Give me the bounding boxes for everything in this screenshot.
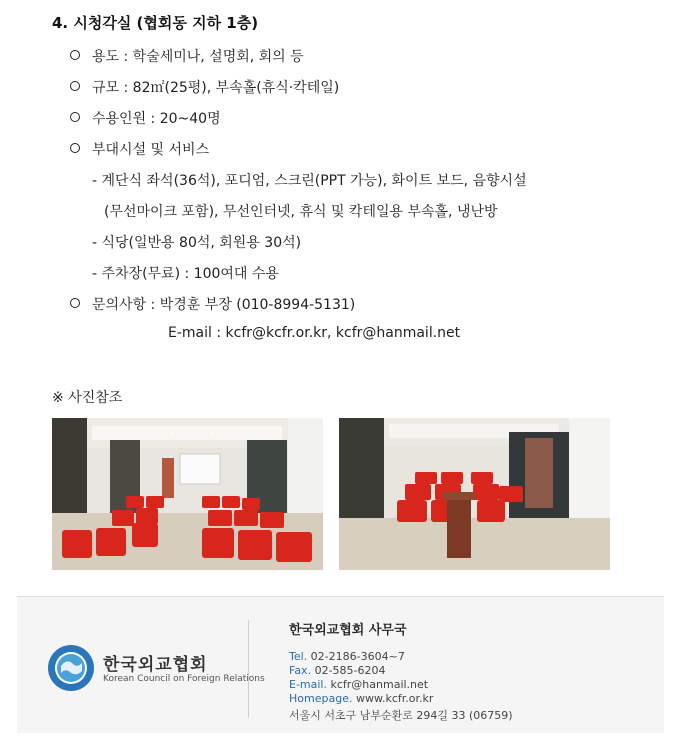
sub-item-seating: - 계단식 좌석(36석), 포디엄, 스크린(PPT 가능), 화이트 보드, 음향시설 [92,173,527,189]
logo-korean-name: 한국외교협회 [103,655,208,675]
fax-label: Fax. [289,664,312,677]
email-link[interactable]: kcfr@hanmail.net [330,678,429,691]
section-title: 4. 시청각실 (협회동 지하 1층) [52,14,259,32]
list-item-capacity [70,108,221,128]
list-item-usage [70,46,304,66]
auditorium-photo-front [52,418,323,570]
circle-bullet-icon [70,50,80,60]
footer-address: 서울시 서초구 남부순환로 294길 33 (06759) [289,709,513,722]
homepage-link[interactable]: www.kcfr.or.kr [355,692,434,705]
facilities-text: 부대시설 및 서비스 [92,142,210,158]
footer-homepage [289,692,433,705]
tel-label: Tel. [289,650,308,663]
list-item-facilities [70,139,209,159]
footer-divider [248,620,249,718]
footer-email [289,678,428,691]
contact-text: 문의사항 : 박경훈 부장 (010-8994-5131) [92,297,356,313]
tel-value: 02-2186-3604~7 [310,650,405,663]
sub-item-restaurant: - 식당(일반용 80석, 회원용 30석) [92,235,302,251]
circle-bullet-icon [70,112,80,122]
kcfr-logo-icon [47,644,95,692]
logo-english-name: Korean Council on Foreign Relations [103,674,265,684]
email-label: E-mail. [289,678,327,691]
usage-text: 용도 : 학술세미나, 설명회, 회의 등 [92,49,304,65]
circle-bullet-icon [70,298,80,308]
list-item-contact [70,294,355,314]
sub-item-seating-cont: (무선마이크 포함), 무선인터넷, 휴식 및 칵테일용 부속홀, 냉난방 [104,204,498,220]
capacity-text: 수용인원 : 20~40명 [92,111,221,127]
contact-email: E-mail : kcfr@kcfr.or.kr, kcfr@hanmail.net [168,325,461,341]
footer-fax [289,664,386,677]
auditorium-photo-back [339,418,610,570]
footer-tel [289,650,405,663]
list-item-size [70,77,339,97]
sub-item-parking: - 주차장(무료) : 100여대 수용 [92,266,279,282]
footer-office-title: 한국외교협회 사무국 [289,623,407,638]
fax-value: 02-585-6204 [314,664,386,677]
photo-note: ※ 사진참조 [52,390,123,406]
circle-bullet-icon [70,143,80,153]
size-text: 규모 : 82㎡(25평), 부속홀(휴식·칵테일) [92,80,340,96]
circle-bullet-icon [70,81,80,91]
homepage-label: Homepage. [289,692,353,705]
